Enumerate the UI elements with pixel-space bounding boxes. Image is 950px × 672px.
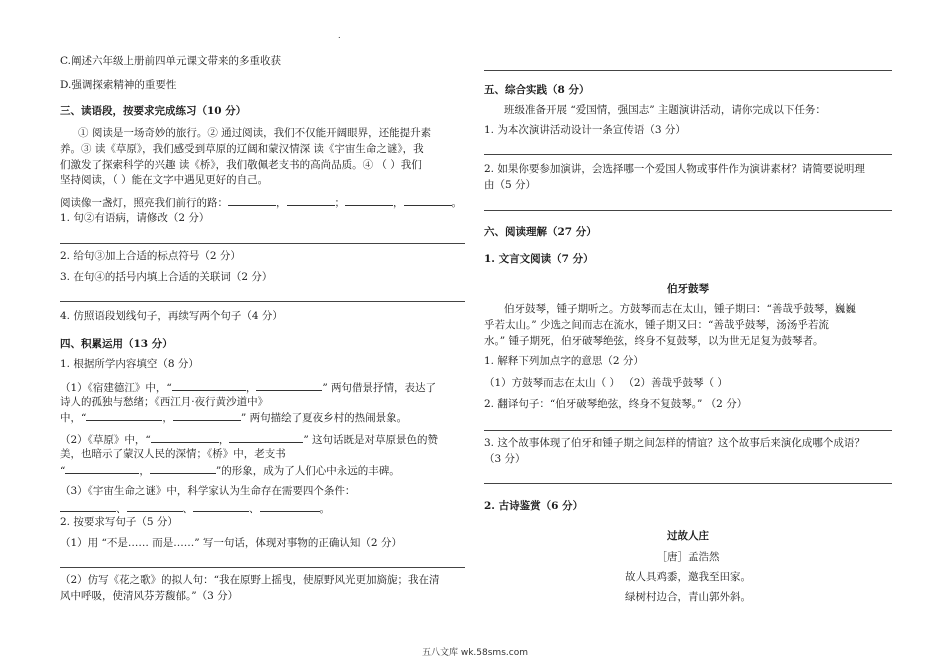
section-3-title: 三、读语段，按要求完成练习（10 分） xyxy=(60,105,247,117)
s3-question-2: 2. 给句③加上合适的标点符号（2 分） xyxy=(60,250,241,262)
s3-question-3: 3. 在句④的括号内填上合适的关联词（2 分） xyxy=(60,271,273,283)
reading-question-3b: （3 分） xyxy=(484,453,526,465)
section-5-title: 五、综合实践（8 分） xyxy=(484,84,590,96)
poem-line-1: 故人具鸡黍，邀我至田家。 xyxy=(625,571,751,583)
s4-3-blanks: 、 、 、 。 xyxy=(60,500,330,518)
s4-2c-line: “ ， ”的形象，成为了人们心中永远的丰碑。 xyxy=(60,462,400,480)
s5-intro: 班级准备开展 “爱国情，强国志” 主题演讲活动，请你完成以下任务： xyxy=(504,104,826,116)
passage-line-1: 伯牙鼓琴，锺子期听之。方鼓琴而志在太山，锺子期曰：“善哉乎鼓琴，巍巍 xyxy=(504,303,856,315)
option-c: C.阐述六年级上册前四单元课文带来的多重收获 xyxy=(60,55,281,67)
s3-paragraph-line-1: ① 阅读是一场奇妙的旅行。② 通过阅读，我们不仅能开阔眼界，还能提升素 xyxy=(78,127,432,139)
s4-3-line: （3）《宇宙生命之谜》中，科学家认为生命存在需要四个条件： xyxy=(60,485,356,497)
answer-blank[interactable] xyxy=(86,409,162,421)
s4-question-2-2b: 风中呼吸，使清风芬芳馥郁。”（3 分） xyxy=(60,590,239,602)
answer-blank[interactable] xyxy=(151,431,219,443)
s3-paragraph-line-3: 们激发了探索科学的兴趣 读《桥》，我们敬佩老支书的高尚品质。④ （ ）我们 xyxy=(60,159,422,171)
passage-line-2: 乎若太山。” 少选之间而志在流水，锺子期又曰：“善哉乎鼓琴，汤汤乎若流 xyxy=(484,319,829,331)
answer-blank[interactable] xyxy=(65,462,139,474)
answer-line[interactable] xyxy=(60,301,465,302)
reading-question-1: 1. 解释下列加点字的意思（2 分） xyxy=(484,355,644,367)
answer-blank[interactable] xyxy=(260,500,320,512)
s4-question-2-2a: （2）仿写《花之歌》的拟人句：“我在原野上摇曳，使原野风光更加旖旎；我在清 xyxy=(60,574,440,586)
answer-line[interactable] xyxy=(484,154,892,155)
s4-question-2: 2. 按要求写句子（5 分） xyxy=(60,516,178,528)
answer-line[interactable] xyxy=(484,483,892,484)
poem-author: ［唐］孟浩然 xyxy=(656,551,720,563)
answer-blank[interactable] xyxy=(150,462,216,474)
s4-question-1: 1. 根据所学内容填空（8 分） xyxy=(60,358,199,370)
s4-2b-line: 美，也暗示了蒙汉人民的深情；《桥》中，老支书 xyxy=(60,448,286,460)
s3-paragraph-line-4: 坚持阅读，（ ）能在文字中遇见更好的自己。 xyxy=(60,174,269,186)
answer-line[interactable] xyxy=(484,210,892,211)
answer-line[interactable] xyxy=(60,243,465,244)
reading-question-1-items: （1）方鼓琴而志在太山（ ） （2）善哉乎鼓琴（ ） xyxy=(484,377,728,389)
s5-question-1: 1. 为本次演讲活动设计一条宣传语（3 分） xyxy=(484,124,686,136)
s3-line5-text: 阅读像一盏灯，照亮我们前行的路： xyxy=(60,197,228,209)
answer-blank[interactable] xyxy=(345,194,393,206)
s4-2a-line: （2）《草原》中，“ ， ” 这句话既是对草原景色的赞 xyxy=(60,431,438,449)
section-4-title: 四、积累运用（13 分） xyxy=(60,338,173,350)
answer-line[interactable] xyxy=(60,567,465,568)
answer-blank[interactable] xyxy=(256,379,322,391)
answer-blank[interactable] xyxy=(127,500,183,512)
reading-question-2: 2. 翻译句子：“伯牙破琴绝弦，终身不复鼓琴。” （2 分） xyxy=(484,398,748,410)
answer-blank[interactable] xyxy=(404,194,452,206)
reading-question-3a: 3. 这个故事体现了伯牙和锺子期之间怎样的情谊？这个故事后来演化成哪个成语？ xyxy=(484,437,865,449)
answer-blank[interactable] xyxy=(172,379,246,391)
answer-line[interactable] xyxy=(484,430,892,431)
s3-question-4: 4. 仿照语段划线句子，再续写两个句子（4 分） xyxy=(60,310,283,322)
s3-paragraph-line-2: 养。③ 读《草原》，我们感受到草原的辽阔和蒙汉情深 读《宇宙生命之谜》，我 xyxy=(60,143,424,155)
passage-line-3: 水。” 锺子期死，伯牙破琴绝弦，终身不复鼓琴，以为世无足复为鼓琴者。 xyxy=(484,335,824,347)
answer-blank[interactable] xyxy=(193,500,249,512)
section-6-title: 六、阅读理解（27 分） xyxy=(484,226,597,238)
top-mark: . xyxy=(338,31,341,40)
s6-sub-2: 2. 古诗鉴赏（6 分） xyxy=(484,500,584,512)
s4-question-2-1: （1）用 “不是…… 而是……” 写一句话，体现对事物的正确认知（2 分） xyxy=(60,537,402,549)
answer-blank[interactable] xyxy=(173,409,241,421)
answer-blank[interactable] xyxy=(287,194,335,206)
s5-question-2a: 2. 如果你要参加演讲，会选择哪一个爱国人物或事件作为演讲素材？请简要说明理 xyxy=(484,163,865,175)
poem-title: 过故人庄 xyxy=(667,530,709,542)
answer-blank[interactable] xyxy=(228,194,276,206)
option-d: D.强调探索精神的重要性 xyxy=(60,79,177,91)
footer-watermark: 五八文库 wk.58sms.com xyxy=(422,648,528,658)
s5-question-2b: 由（5 分） xyxy=(484,179,537,191)
s4-1a-line: （1）《宿建德江》中，“ ， ” 两句借景抒情，表达了 xyxy=(60,379,436,397)
answer-blank[interactable] xyxy=(60,500,116,512)
passage-title: 伯牙鼓琴 xyxy=(667,283,709,295)
s3-paragraph-line-5: 阅读像一盏灯，照亮我们前行的路： ， ； ， 。 xyxy=(60,194,462,212)
s6-sub-1: 1. 文言文阅读（7 分） xyxy=(484,253,594,265)
s4-1c-line: 中，“ ， ” 两句描绘了夏夜乡村的热闹景象。 xyxy=(60,409,407,427)
answer-blank[interactable] xyxy=(229,431,303,443)
answer-line[interactable] xyxy=(484,70,892,71)
poem-line-2: 绿树村边合，青山郭外斜。 xyxy=(625,591,751,603)
s3-question-1: 1. 句②有语病，请修改（2 分） xyxy=(60,212,210,224)
s4-1b-line: 诗人的孤独与愁绪；《西江月·夜行黄沙道中》 xyxy=(60,396,269,408)
